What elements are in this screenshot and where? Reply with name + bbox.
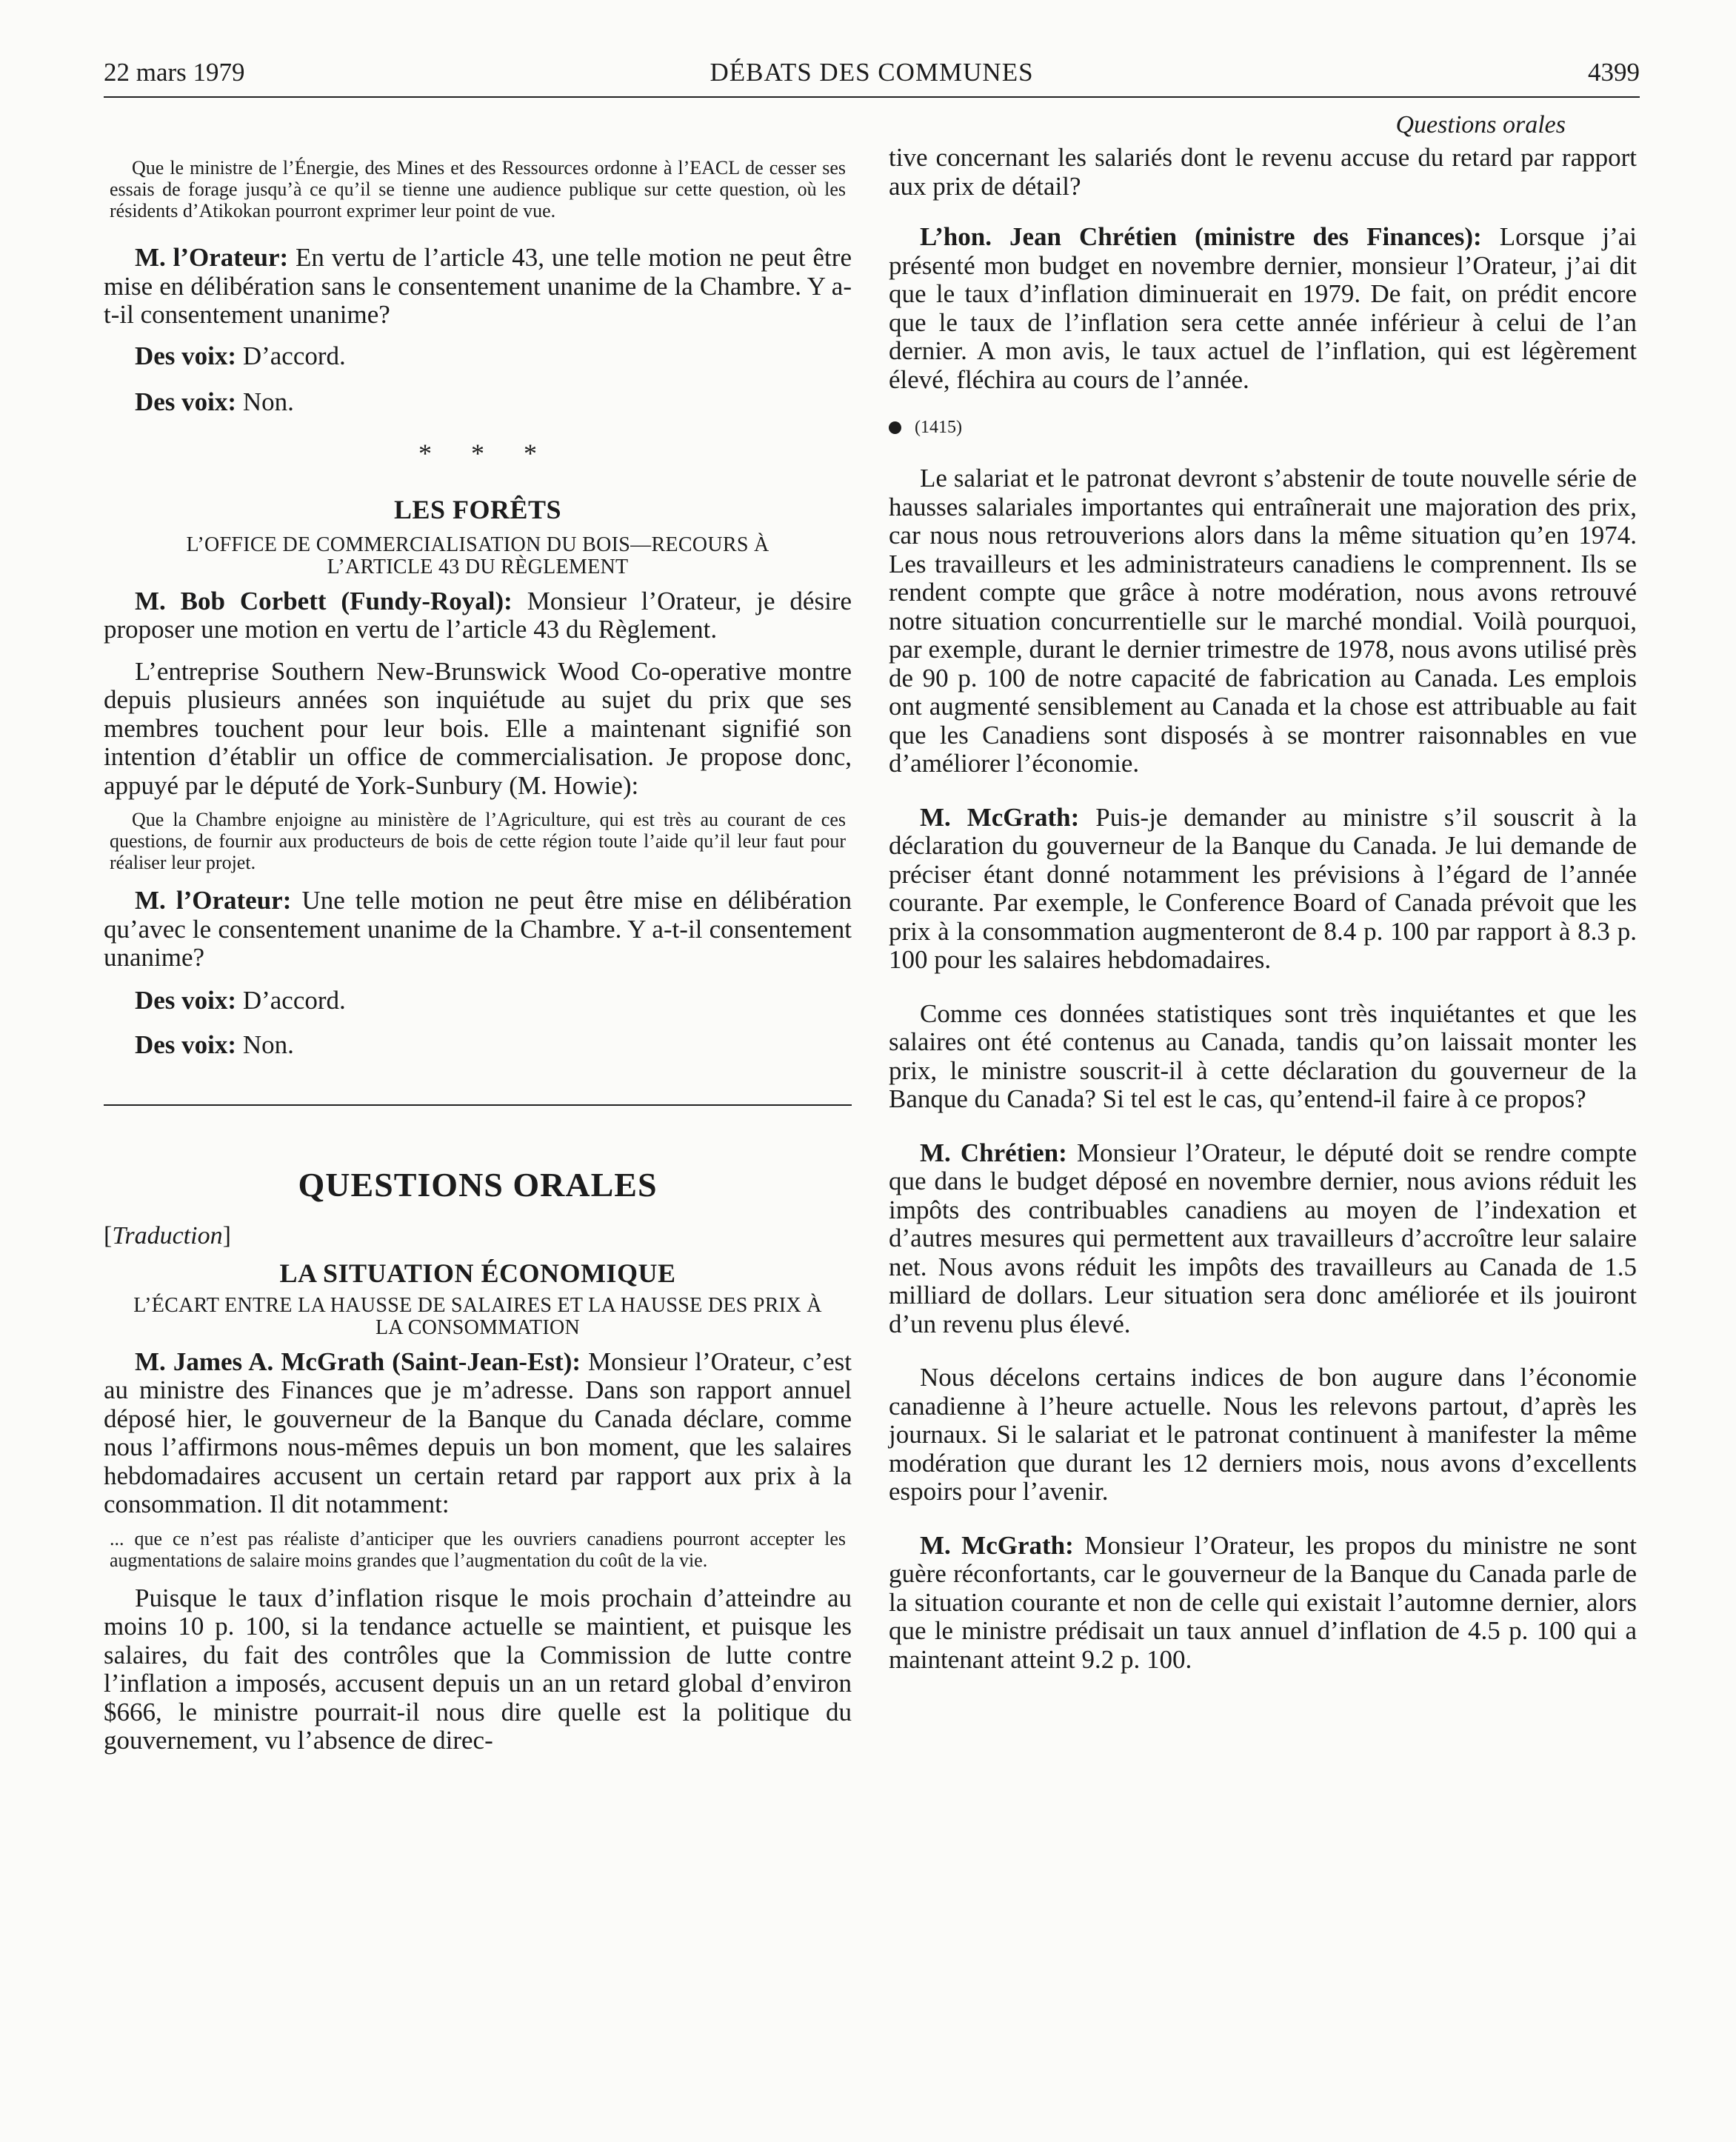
page-header [104,58,1640,95]
section-subtitle-forets: L’OFFICE DE COMMERCIALISATION DU BOIS—RECOURS À L’ARTICLE 43 DU RÈGLEMENT [186,533,769,578]
paragraph-mcgrath-2: Puisque le taux d’inflation risque le mois prochain d’atteindre au moins 10 p. 100, si la tendance actuelle se maintient, et puisque les salaires, du fait des contrôles que la Commission de lutte contre l’inflation a imposés, accusent depuis un an un retard global d’environ $666, le ministre pourrait-il nous dire quelle est la politique du gouvernement, vu l’absence de direc- [104,1583,852,1755]
paragraph-mcgrath-3: M. McGrath: Puis-je demander au ministre s’il souscrit à la déclaration du gouverneur de la Banque du Canada. Je lui demande de préciser étant donné notamment les prévisions à l’égard de l’année courante. Par exemple, le Conference Board of Canada prévoit que les prix à la consommation augmenteront de 8.4 p. 100 par rapport à 8.3 p. 100 pour les salaires hebdomadaires. [889,802,1637,974]
paragraph-mcgrath-5: M. McGrath: Monsieur l’Orateur, les propos du ministre ne sont guère réconfortants, car le gouverneur de la Banque du Canada parle de la situation courante et non de celle qui existait l’automne dernier, alors que le ministre prédisait un taux annuel d’inflation de 4.5 p. 100 qui a maintenant atteint 9.2 p. 100. [889,1530,1637,1674]
left-column [104,111,852,1755]
motion-quote-atikokan: Que le ministre de l’Énergie, des Mines et des Ressources ordonne à l’EACL de cesser ses essais de forage jusqu’à ce qu’il se tienne une audience publique sur cette question, où les résidents d’Atikokan pourront exprimer leur point de vue. [110,157,846,221]
paragraph-southern-nb: L’entreprise Southern New-Brunswick Wood Co-operative montre depuis plusieurs années son inquiétude au sujet du prix que ses membres touchent pour leur bois. Elle a maintenant signifié son intention d’établir un office de commercialisation. Je propose donc, appuyé par le député de York-Sunbury (M. Howie): [104,656,852,800]
translation-note: [Traduction] [104,1221,231,1250]
paragraph-chretien-1: L’hon. Jean Chrétien (ministre des Finances): Lorsque j’ai présenté mon budget en novembre dernier, monsieur l’Orateur, j’ai dit que le taux d’inflation diminuerait en 1979. De fait, on prédit encore que le taux de l’inflation sera cette année inférieur à celui de l’an dernier. A mon avis, le taux actuel de l’inflation, qui est légèrement élevé, fléchira au cours de l’année. [889,222,1637,394]
paragraph-chretien-4: Nous décelons certains indices de bon augure dans l’économie canadienne à l’heure actuelle. Nous les relevons partout, d’après les journaux. Si le salariat et le patronat continuent à manifester la même modération que durant les 12 derniers mois, nous avons d’excellents espoirs pour l’avenir. [889,1363,1637,1506]
speaker-name: M. Bob Corbett (Fundy-Royal): [135,586,513,615]
paragraph-mcgrath-1: M. James A. McGrath (Saint-Jean-Est): Monsieur l’Orateur, c’est au ministre des Finances que je m’adresse. Dans son rapport annuel déposé hier, le gouverneur de la Banque du Canada déclare, comme nous l’affirmons nous-mêmes depuis un bon moment, que les salaires hebdomadaires accusent un certain retard par rapport aux prix à la consommation. Il dit notamment: [104,1347,852,1518]
running-head: Questions orales [1395,111,1566,139]
paragraph-orateur-1: M. l’Orateur: En vertu de l’article 43, une telle motion ne peut être mise en délibération sans le consentement unanime de la Chambre. Y a-t-il consentement unanime? [104,243,852,329]
voices-no-1: Des voix: Non. [135,387,294,416]
header-date: 22 mars 1979 [104,58,245,87]
section-separator: * * * [418,438,553,468]
section-title-forets: LES FORÊTS [393,494,562,524]
paragraph-chretien-2: Le salariat et le patronat devront s’abstenir de toute nouvelle série de hausses salariales importantes qui entraînerait une majoration des prix, car nous nous retrouverions alors dans la même situation qu’en 1974. Les travailleurs et les administrateurs canadiens le comprennent. Ils se rendent compte que grâce à notre modération, nous avons retrouvé notre situation concurrentielle sur le marché mondial. Voilà pourquoi, par exemple, durant le dernier trimestre de 1978, nous avons utilisé près de 90 p. 100 de notre capacité de fabrication au Canada. Les emplois ont augmenté sensiblement au Canada et la chose est attribuable au fait que les Canadiens sont disposés à se montrer raisonnables en vue d’améliorer l’économie. [889,464,1637,778]
speaker-name: M. McGrath: [920,802,1080,832]
speaker-name: L’hon. Jean Chrétien (ministre des Finances): [920,222,1482,251]
bullet-icon [889,421,901,434]
header-title: DÉBATS DES COMMUNES [710,58,1034,87]
speaker-name: M. McGrath: [920,1530,1074,1560]
subject-title-economie: LA SITUATION ÉCONOMIQUE [279,1258,676,1288]
paragraph-continuation: tive concernant les salariés dont le revenu accuse du retard par rapport aux prix de détail? [889,143,1637,201]
paragraph-chretien-3: M. Chrétien: Monsieur l’Orateur, le député doit se rendre compte que dans le budget déposé en novembre dernier, nous avions réduit les impôts des contribuables canadiens au moyen de l’indexation et d’autres mesures qui permettent aux travailleurs d’accroître leur salaire net. Nous avons réduit les impôts des travailleurs au Canada de 1.5 milliard de dollars. Leur situation sera donc améliorée et ils jouiront d’un revenu plus élevé. [889,1138,1637,1338]
speaker-name: M. l’Orateur: [135,886,292,915]
voices-agree-2: Des voix: D’accord. [135,985,346,1015]
subject-subtitle-ecart: L’ÉCART ENTRE LA HAUSSE DE SALAIRES ET LA HAUSSE DES PRIX À LA CONSOMMATION [133,1293,822,1339]
governor-quote: ... que ce n’est pas réaliste d’anticiper que les ouvriers canadiens pourront accepter les augmentations de salaire moins grandes que l’augmentation du coût de la vie. [110,1527,846,1571]
voices-agree-1: Des voix: D’accord. [135,341,346,370]
speaker-name: M. Chrétien: [920,1138,1067,1167]
speaker-name: M. James A. McGrath (Saint-Jean-Est): [135,1347,581,1376]
speaker-name: M. l’Orateur: [135,243,289,272]
paragraph-mcgrath-4: Comme ces données statistiques sont très inquiétantes et que les salaires ont été contenus au Canada, tandis qu’on laissait monter les prix, le ministre souscrit-il à cette déclaration du gouverneur de la Banque du Canada? Si tel est le cas, qu’entend-il faire à ce propos? [889,998,1637,1113]
header-rule [104,96,1640,98]
motion-quote-agriculture: Que la Chambre enjoigne au ministère de l’Agriculture, qui est très au courant de ces questions, de fournir aux producteurs de bois de cette région toute l’aide qu’il leur faut pour réaliser leur projet. [110,809,846,873]
time-marker: (1415) [889,418,1637,438]
header-page-number: 4399 [1588,58,1640,87]
paragraph-corbett: M. Bob Corbett (Fundy-Royal): Monsieur l’Orateur, je désire proposer une motion en vertu de l’article 43 du Règlement. [104,586,852,644]
questions-orales-title: QUESTIONS ORALES [298,1165,658,1204]
right-column [889,111,1637,1674]
voices-no-2: Des voix: Non. [135,1030,294,1059]
paragraph-orateur-2: M. l’Orateur: Une telle motion ne peut être mise en délibération qu’avec le consentement unanime de la Chambre. Y a-t-il consentement unanime? [104,886,852,972]
